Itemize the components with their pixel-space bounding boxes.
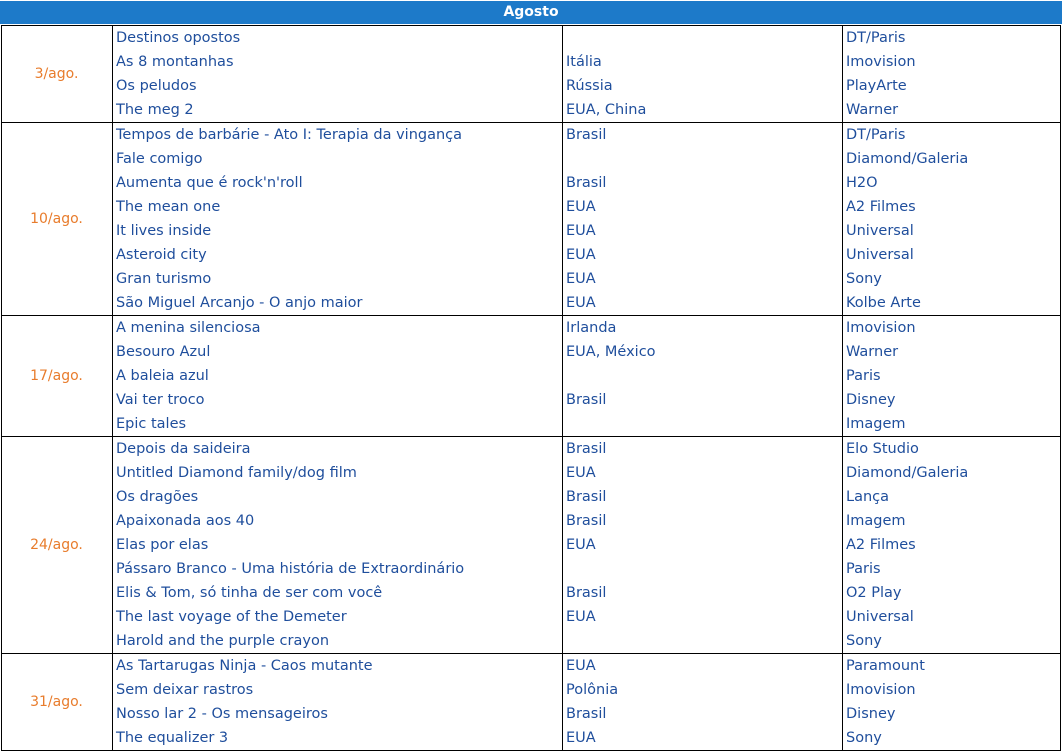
film-title: A menina silenciosa xyxy=(116,320,261,336)
film-distributor: Lança xyxy=(846,489,890,505)
title-column-border xyxy=(562,25,563,751)
film-title: As Tartarugas Ninja - Caos mutante xyxy=(116,658,373,674)
film-distributor: Imovision xyxy=(846,320,916,336)
film-distributor: Disney xyxy=(846,392,896,408)
film-title: Vai ter troco xyxy=(116,392,205,408)
month-header: Agosto xyxy=(0,1,1062,24)
film-country: EUA xyxy=(566,199,596,215)
film-distributor: Warner xyxy=(846,344,899,360)
film-title: Pássaro Branco - Uma história de Extraordinário xyxy=(116,561,465,577)
film-distributor: Imovision xyxy=(846,682,916,698)
film-distributor: DT/Paris xyxy=(846,127,906,143)
film-title: Asteroid city xyxy=(116,247,207,263)
film-distributor: Kolbe Arte xyxy=(846,295,921,311)
film-country: Brasil xyxy=(566,489,607,505)
week-date: 31/ago. xyxy=(30,694,83,710)
film-country: Brasil xyxy=(566,175,607,191)
film-country: Itália xyxy=(566,54,602,70)
film-country: Brasil xyxy=(566,513,607,529)
film-country: EUA, México xyxy=(566,344,656,360)
film-country: Irlanda xyxy=(566,320,617,336)
film-title: Sem deixar rastros xyxy=(116,682,254,698)
film-distributor: Diamond/Galeria xyxy=(846,151,969,167)
film-title: Apaixonada aos 40 xyxy=(116,513,255,529)
grid-left-border xyxy=(1,25,2,751)
film-distributor: Paris xyxy=(846,561,881,577)
film-title: Besouro Azul xyxy=(116,344,211,360)
film-distributor: Sony xyxy=(846,271,882,287)
film-distributor: Universal xyxy=(846,223,914,239)
film-distributor: Disney xyxy=(846,706,896,722)
film-title: Fale comigo xyxy=(116,151,203,167)
film-country: Brasil xyxy=(566,441,607,457)
film-title: Harold and the purple crayon xyxy=(116,633,330,649)
film-distributor: PlayArte xyxy=(846,78,907,94)
film-country: EUA xyxy=(566,223,596,239)
film-title: A baleia azul xyxy=(116,368,209,384)
film-distributor: Universal xyxy=(846,609,914,625)
week-date: 10/ago. xyxy=(30,211,83,227)
film-distributor: O2 Play xyxy=(846,585,902,601)
film-title: Os dragões xyxy=(116,489,199,505)
film-distributor: Sony xyxy=(846,730,882,746)
film-title: Tempos de barbárie - Ato I: Terapia da vingança xyxy=(116,127,463,143)
film-title: Untitled Diamond family/dog film xyxy=(116,465,357,481)
film-distributor: Imagem xyxy=(846,513,906,529)
film-distributor: A2 Filmes xyxy=(846,199,916,215)
film-title: It lives inside xyxy=(116,223,212,239)
film-country: Brasil xyxy=(566,392,607,408)
film-country: EUA xyxy=(566,730,596,746)
film-title: Gran turismo xyxy=(116,271,212,287)
film-distributor: Sony xyxy=(846,633,882,649)
film-title: Epic tales xyxy=(116,416,187,432)
film-country: EUA xyxy=(566,537,596,553)
film-country: EUA xyxy=(566,295,596,311)
film-title: Elas por elas xyxy=(116,537,209,553)
film-title: Nosso lar 2 - Os mensageiros xyxy=(116,706,328,722)
film-title: São Miguel Arcanjo - O anjo maior xyxy=(116,295,363,311)
week-date: 24/ago. xyxy=(30,537,83,553)
film-title: The equalizer 3 xyxy=(116,730,229,746)
film-distributor: Universal xyxy=(846,247,914,263)
film-country: EUA xyxy=(566,609,596,625)
country-column-border xyxy=(842,25,843,751)
film-country: Brasil xyxy=(566,706,607,722)
film-country: Brasil xyxy=(566,127,607,143)
film-country: Brasil xyxy=(566,585,607,601)
film-distributor: Paris xyxy=(846,368,881,384)
film-title: Aumenta que é rock'n'roll xyxy=(116,175,303,191)
date-column-border xyxy=(112,25,113,751)
film-distributor: DT/Paris xyxy=(846,30,906,46)
film-distributor: Diamond/Galeria xyxy=(846,465,969,481)
film-title: Os peludos xyxy=(116,78,197,94)
film-country: EUA, China xyxy=(566,102,647,118)
film-title: Elis & Tom, só tinha de ser com você xyxy=(116,585,383,601)
film-country: EUA xyxy=(566,271,596,287)
film-distributor: Elo Studio xyxy=(846,441,919,457)
film-distributor: Imovision xyxy=(846,54,916,70)
film-title: The meg 2 xyxy=(116,102,194,118)
film-title: Destinos opostos xyxy=(116,30,241,46)
film-distributor: Paramount xyxy=(846,658,925,674)
film-title: The last voyage of the Demeter xyxy=(116,609,347,625)
film-distributor: A2 Filmes xyxy=(846,537,916,553)
week-date: 17/ago. xyxy=(30,368,83,384)
grid-right-border xyxy=(1060,25,1061,751)
film-country: EUA xyxy=(566,247,596,263)
film-country: EUA xyxy=(566,465,596,481)
film-title: As 8 montanhas xyxy=(116,54,234,70)
film-country: EUA xyxy=(566,658,596,674)
film-country: Polônia xyxy=(566,682,619,698)
film-distributor: Warner xyxy=(846,102,899,118)
film-title: Depois da saideira xyxy=(116,441,251,457)
film-distributor: Imagem xyxy=(846,416,906,432)
film-title: The mean one xyxy=(116,199,221,215)
week-date: 3/ago. xyxy=(34,66,79,82)
film-country: Rússia xyxy=(566,78,613,94)
film-distributor: H2O xyxy=(846,175,878,191)
